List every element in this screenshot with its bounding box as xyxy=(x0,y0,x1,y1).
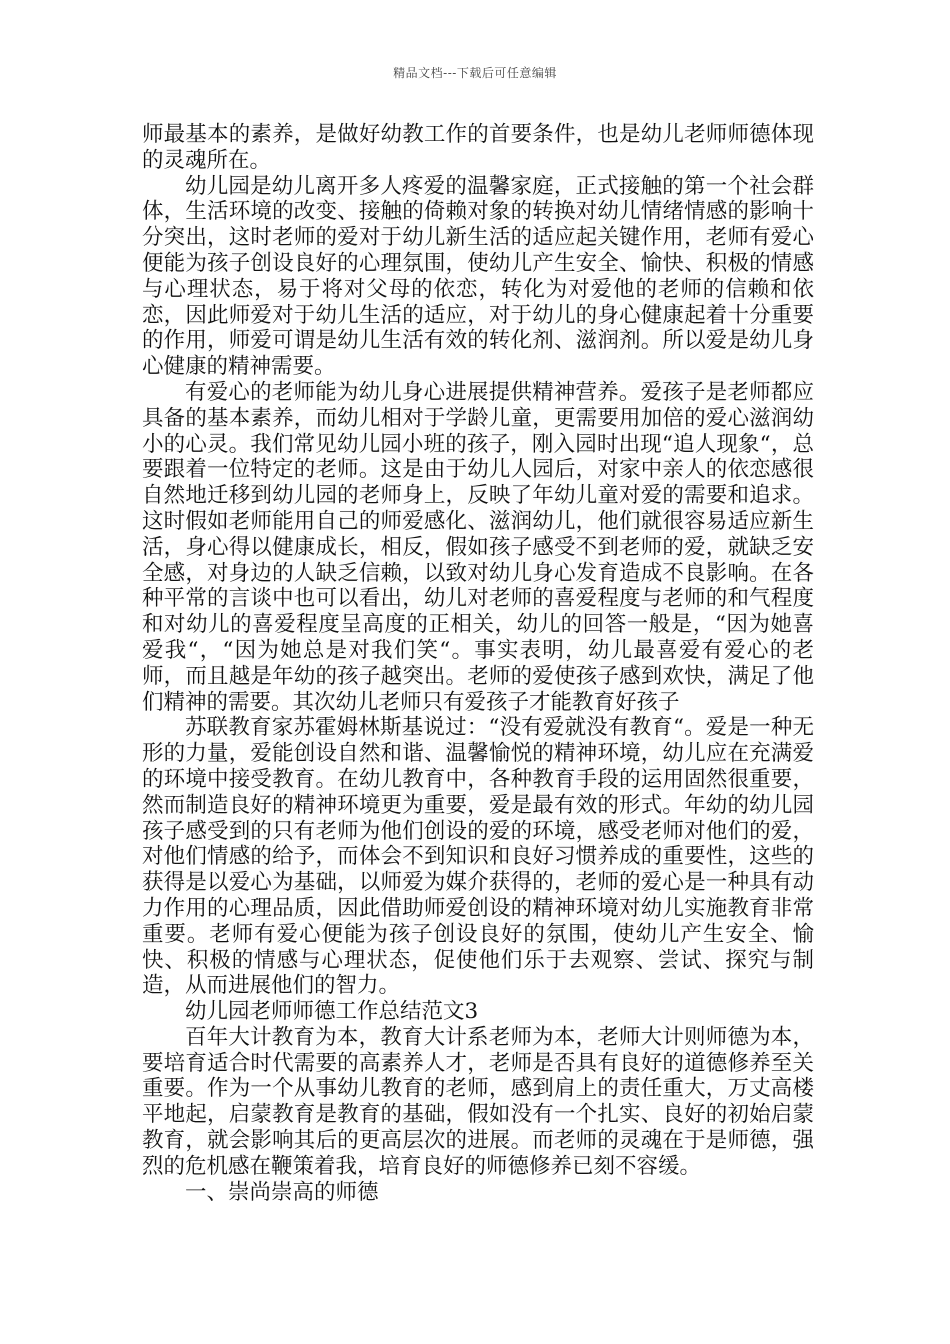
paragraph: 苏联教育家苏霍姆林斯基说过：“没有爱就没有教育“。爱是一种无形的力量，爱能创设自然和谐、温馨愉悦的精神环境，幼儿应在充满爱的环境中接受教育。在幼儿教育中，各种教育手段的运用固然很重要，然而制造良好的精神环境更为重要，爱是最有效的形式。年幼的幼儿园孩子感受到的只有老师为他们创设的爱的环境，感受老师对他们的爱，对他们情感的给予，而体会不到知识和良好习惯养成的重要性，这些的获得是以爱心为基础，以师爱为媒介获得的，老师的爱心是一种具有动力作用的心理品质，因此借助师爱创设的精神环境对幼儿实施教育非常重要。老师有爱心便能为孩子创设良好的氛围，使幼儿产生安全、愉快、积极的情感与心理状态，促使他们乐于去观察、尝试、探究与制造，从而进展他们的智力。 xyxy=(142,715,814,999)
paragraph: 幼儿园是幼儿离开多人疼爱的温馨家庭，正式接触的第一个社会群体，生活环境的改变、接触的倚赖对象的转换对幼儿情绪情感的影响十分突出，这时老师的爱对于幼儿新生活的适应起关键作用，老师有爱心便能为孩子创设良好的心理氛围，使幼儿产生安全、愉快、积极的情感与心理状态，易于将对父母的依恋，转化为对爱他的老师的信赖和依恋，因此师爱对于幼儿生活的适应，对于幼儿的身心健康起着十分重要的作用，师爱可谓是幼儿生活有效的转化剂、滋润剂。所以爱是幼儿身心健康的精神需要。 xyxy=(142,173,814,380)
paragraph: 百年大计教育为本，教育大计系老师为本，老师大计则师德为本，要培育适合时代需要的高素养人才，老师是否具有良好的道德修养至关重要。作为一个从事幼儿教育的老师，感到肩上的责任重大，万丈高楼平地起，启蒙教育是教育的基础，假如没有一个扎实、良好的初始启蒙教育，就会影响其后的更高层次的进展。而老师的灵魂在于是师德，强烈的危机感在鞭策着我，培育良好的师德修养已刻不容缓。 xyxy=(142,1024,814,1179)
paragraph: 有爱心的老师能为幼儿身心进展提供精神营养。爱孩子是老师都应具备的基本素养，而幼儿相对于学龄儿童，更需要用加倍的爱心滋润幼小的心灵。我们常见幼儿园小班的孩子，刚入园时出现“追人现象“，总要跟着一位特定的老师。这是由于幼儿人园后，对家中亲人的依恋感很自然地迁移到幼儿园的老师身上，反映了年幼儿童对爱的需要和追求。这时假如老师能用自己的师爱感化、滋润幼儿，他们就很容易适应新生活，身心得以健康成长，相反，假如孩子感受不到老师的爱，就缺乏安全感，对身边的人缺乏信赖，以致对幼儿身心发育造成不良影响。在各种平常的言谈中也可以看出，幼儿对老师的喜爱程度与老师的和气程度和对幼儿的喜爱程度呈高度的正相关，幼儿的回答一般是，“因为她喜爱我“，“因为她总是对我们笑“。事实表明，幼儿最喜爱有爱心的老师，而且越是年幼的孩子越突出。老师的爱使孩子感到欢快，满足了他们精神的需要。其次幼儿老师只有爱孩子才能教育好孩子 xyxy=(142,379,814,715)
document-body xyxy=(142,122,814,1205)
page-header: 精品文档---下载后可任意编辑 xyxy=(393,66,557,80)
section-title: 幼儿园老师师德工作总结范文3 xyxy=(185,999,479,1025)
section-subheading: 一、崇尚崇高的师德 xyxy=(185,1179,379,1205)
paragraph-continued: 师最基本的素养，是做好幼教工作的首要条件，也是幼儿老师师德体现的灵魂所在。 xyxy=(142,122,814,173)
